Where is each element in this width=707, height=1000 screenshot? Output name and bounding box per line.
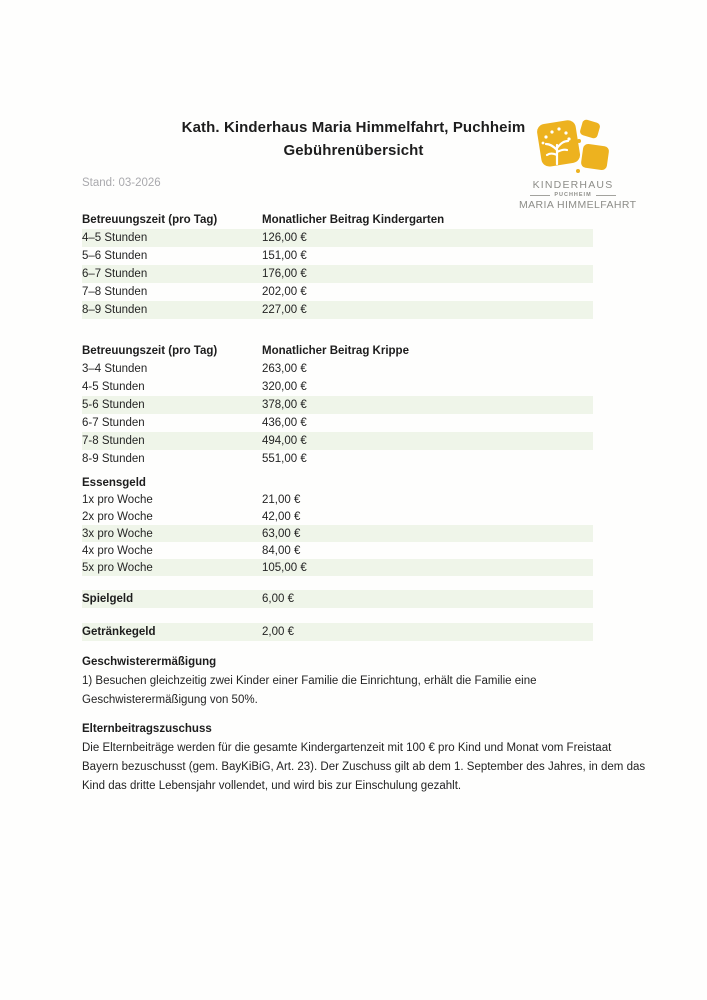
- getraenkegeld-label: Getränkegeld: [82, 626, 156, 638]
- table-row: [82, 508, 593, 525]
- fee-cell: 494,00 €: [262, 435, 307, 447]
- fee-cell: 126,00 €: [262, 232, 307, 244]
- col-header-betreuungszeit: Betreuungszeit (pro Tag): [82, 345, 218, 357]
- fee-cell: 176,00 €: [262, 268, 307, 280]
- logo-divider-right: [596, 195, 616, 196]
- frequency-cell: 5x pro Woche: [82, 561, 153, 574]
- fee-cell: 320,00 €: [262, 381, 307, 393]
- table-row: [82, 542, 593, 559]
- fee-cell: 21,00 €: [262, 493, 301, 506]
- essensgeld-heading: Essensgeld: [82, 476, 146, 489]
- col-header-beitrag-kindergarten: Monatlicher Beitrag Kindergarten: [262, 214, 445, 226]
- essensgeld-fee-table: [82, 474, 593, 576]
- table-row: [82, 283, 593, 301]
- table-row: [82, 396, 593, 414]
- eltern-text-line: Die Elternbeiträge werden für die gesamte Kindergartenzeit mit 100 € pro Kind und Monat vom Freistaat: [82, 742, 612, 754]
- fee-cell: 436,00 €: [262, 417, 307, 429]
- geschwister-section: [82, 653, 642, 710]
- eltern-section: [82, 720, 646, 796]
- fee-cell: 378,00 €: [262, 399, 307, 411]
- geschwister-heading: Geschwisterermäßigung: [82, 656, 217, 668]
- fee-cell: 6,00 €: [262, 593, 294, 605]
- betreuungszeit-cell: 7–8 Stunden: [82, 286, 148, 298]
- table-row: [82, 301, 593, 319]
- essensgeld-heading-row: [82, 474, 593, 491]
- betreuungszeit-cell: 5-6 Stunden: [82, 399, 145, 411]
- geschwister-text-line: 1) Besuchen gleichzeitig zwei Kinder einer Familie die Einrichtung, erhält die Familie eine: [82, 675, 537, 687]
- betreuungszeit-cell: 6–7 Stunden: [82, 268, 148, 280]
- betreuungszeit-cell: 7-8 Stunden: [82, 435, 145, 447]
- getraenkegeld-row-block: [82, 623, 593, 641]
- logo-text-kinderhaus: KINDERHAUS: [532, 179, 614, 191]
- eltern-text-line: Kind das dritte Lebensjahr vollendet, und wird bis zur Einschulung gezahlt.: [82, 780, 462, 792]
- logo-divider-left: [530, 195, 550, 196]
- kindergarten-header-row: [82, 211, 593, 229]
- spielgeld-label: Spielgeld: [82, 593, 134, 605]
- col-header-beitrag-krippe: Monatlicher Beitrag Krippe: [262, 345, 409, 357]
- betreuungszeit-cell: 8–9 Stunden: [82, 304, 148, 316]
- fee-cell: 63,00 €: [262, 527, 301, 540]
- table-row: [82, 432, 593, 450]
- fee-cell: 551,00 €: [262, 453, 307, 465]
- table-row: [82, 450, 593, 468]
- fee-cell: 263,00 €: [262, 363, 307, 375]
- tree-puzzle-icon: [519, 116, 627, 178]
- fee-cell: 84,00 €: [262, 544, 301, 557]
- betreuungszeit-cell: 4-5 Stunden: [82, 381, 145, 393]
- betreuungszeit-cell: 8-9 Stunden: [82, 453, 145, 465]
- table-row: [82, 414, 593, 432]
- betreuungszeit-cell: 6-7 Stunden: [82, 417, 145, 429]
- fee-cell: 42,00 €: [262, 510, 301, 523]
- table-row: [82, 360, 593, 378]
- fee-cell: 151,00 €: [262, 250, 307, 262]
- stand-date: Stand: 03-2026: [82, 177, 161, 189]
- fee-cell: 202,00 €: [262, 286, 307, 298]
- document-title-line2: Gebührenübersicht: [283, 142, 424, 159]
- table-row: [82, 491, 593, 508]
- kinderhaus-logo: [519, 116, 637, 211]
- fee-cell: 2,00 €: [262, 626, 294, 638]
- spielgeld-row: [82, 590, 593, 608]
- frequency-cell: 4x pro Woche: [82, 544, 153, 557]
- eltern-text-line: Bayern bezuschusst (gem. BayKiBiG, Art. 23). Der Zuschuss gilt ab dem 1. September des Jahres, in dem das: [82, 761, 646, 773]
- frequency-cell: 3x pro Woche: [82, 527, 153, 540]
- logo-text-puchheim-row: [519, 192, 627, 198]
- table-row: [82, 559, 593, 576]
- table-row: [82, 247, 593, 265]
- fee-cell: 227,00 €: [262, 304, 307, 316]
- table-row: [82, 265, 593, 283]
- krippe-fee-table: [82, 342, 593, 468]
- getraenkegeld-row: [82, 623, 593, 641]
- geschwister-text-line: Geschwisterermäßigung von 50%.: [82, 694, 258, 706]
- fee-cell: 105,00 €: [262, 561, 307, 574]
- kindergarten-fee-table: [82, 211, 593, 319]
- frequency-cell: 1x pro Woche: [82, 493, 153, 506]
- table-row: [82, 378, 593, 396]
- col-header-betreuungszeit: Betreuungszeit (pro Tag): [82, 214, 218, 226]
- frequency-cell: 2x pro Woche: [82, 510, 153, 523]
- table-row: [82, 229, 593, 247]
- betreuungszeit-cell: 3–4 Stunden: [82, 363, 148, 375]
- krippe-header-row: [82, 342, 593, 360]
- betreuungszeit-cell: 4–5 Stunden: [82, 232, 148, 244]
- table-row: [82, 525, 593, 542]
- document-title-line1: Kath. Kinderhaus Maria Himmelfahrt, Puchheim: [181, 119, 526, 136]
- logo-text-puchheim: PUCHHEIM: [554, 192, 592, 198]
- betreuungszeit-cell: 5–6 Stunden: [82, 250, 148, 262]
- logo-text-maria-himmelfahrt: MARIA HIMMELFAHRT: [519, 199, 637, 211]
- eltern-heading: Elternbeitragszuschuss: [82, 723, 212, 735]
- spielgeld-row-block: [82, 590, 593, 608]
